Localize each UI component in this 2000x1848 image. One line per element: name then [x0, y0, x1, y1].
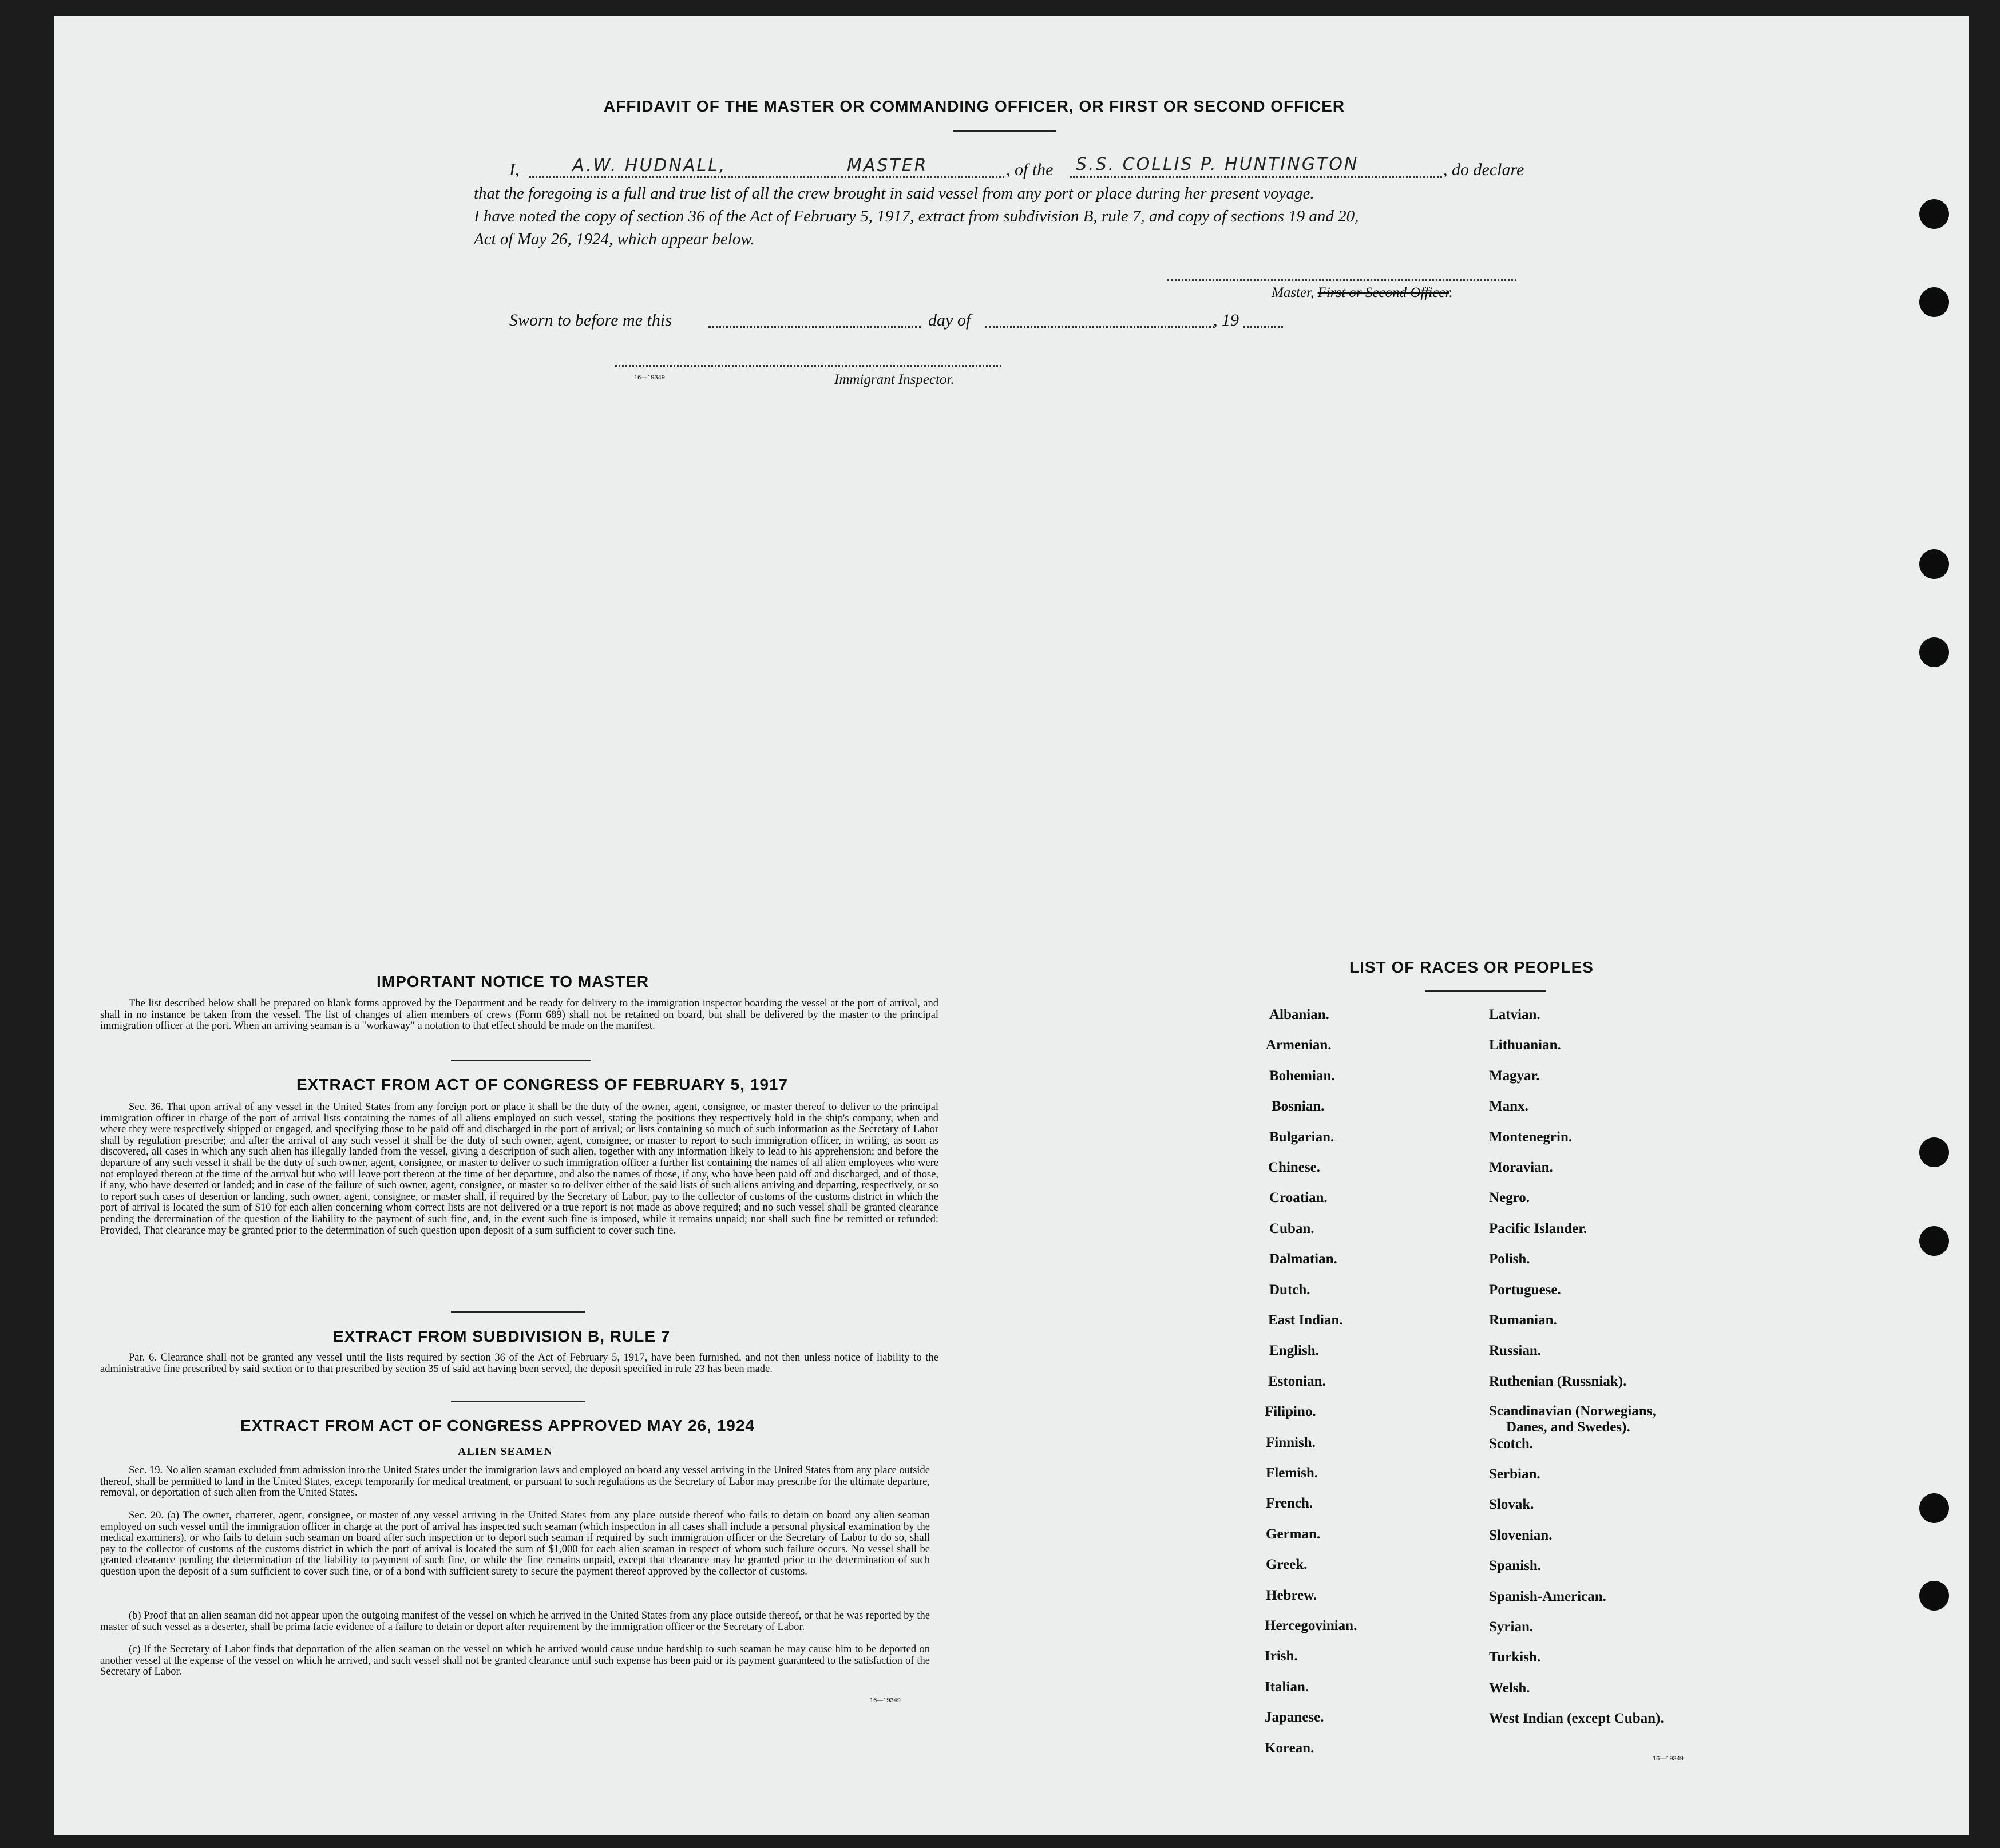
year-label: , 19 [1213, 311, 1239, 330]
punch-hole [1919, 1226, 1949, 1256]
punch-hole [1919, 549, 1949, 579]
race-item: Chinese. [1268, 1160, 1320, 1175]
affidavit-line-3: I have noted the copy of section 36 of the Act of February 5, 1917, extract from subdivision B, rule 7, and copy of sections 19 and 20, [474, 207, 1359, 225]
race-item: Spanish-American. [1489, 1588, 1606, 1604]
affidavit-line-4: Act of May 26, 1924, which appear below. [474, 230, 755, 248]
race-item: Scotch. [1489, 1435, 1534, 1452]
race-item: Hebrew. [1266, 1587, 1317, 1603]
punch-hole [1919, 287, 1949, 317]
master-rank-handwritten: MASTER [847, 156, 928, 176]
race-item: Finnish. [1266, 1434, 1316, 1450]
race-item: Albanian. [1269, 1007, 1329, 1022]
race-item: Russian. [1489, 1343, 1542, 1359]
signature-end: . [1449, 285, 1453, 300]
extract-1917-title: EXTRACT FROM ACT OF CONGRESS OF FEBRUARY 5, 1917 [296, 1076, 789, 1093]
title-divider [953, 130, 1056, 132]
race-item: Croatian. [1269, 1190, 1328, 1206]
race-item: Bosnian. [1272, 1099, 1325, 1115]
race-item: Montenegrin. [1489, 1129, 1573, 1145]
race-item: Japanese. [1265, 1710, 1324, 1726]
race-item: West Indian (except Cuban). [1489, 1711, 1664, 1727]
race-item: Rumanian. [1489, 1312, 1557, 1328]
races-divider [1425, 990, 1546, 992]
do-declare-label: , do declare [1443, 160, 1524, 179]
alien-seamen-subtitle: ALIEN SEAMEN [458, 1445, 553, 1458]
punch-hole [1919, 1137, 1949, 1167]
punch-hole [1919, 637, 1949, 667]
sworn-month-line [985, 326, 1214, 328]
sec-20b-text: (b) Proof that an alien seaman did not appear upon the outgoing manifest of the vessel on which he arrived in the United States from any place outside thereof, or that he was reported by the master of such vessel as a deserter, shall be prima facie evidence of a failure to detain or deport after requirement by the immigration officer or the Secretary of Labor. [100, 1610, 930, 1633]
race-item: Bulgarian. [1269, 1129, 1334, 1145]
race-item: Flemish. [1266, 1465, 1318, 1481]
race-item: German. [1266, 1526, 1321, 1542]
name-field-line [529, 176, 1004, 178]
subdivision-b-title: EXTRACT FROM SUBDIVISION B, RULE 7 [333, 1327, 671, 1345]
extract-1924-title: EXTRACT FROM ACT OF CONGRESS APPROVED MAY 26, 1924 [240, 1417, 755, 1434]
race-item: Polish. [1489, 1251, 1530, 1267]
race-item: Scandinavian (Norwegians, [1489, 1403, 1656, 1419]
of-the-label: , of the [1006, 160, 1054, 179]
race-item: Pacific Islander. [1489, 1220, 1587, 1236]
race-item: Turkish. [1489, 1649, 1541, 1665]
signature-master-label: Master, [1272, 285, 1318, 300]
form-code-1924: 16—19349 [870, 1697, 901, 1704]
race-item: Filipino. [1265, 1404, 1316, 1420]
race-item: East Indian. [1268, 1312, 1343, 1328]
race-item: Dutch. [1269, 1282, 1310, 1298]
inspector-label: Immigrant Inspector. [834, 372, 955, 387]
race-item: Italian. [1265, 1679, 1309, 1695]
race-item: Korean. [1265, 1740, 1314, 1756]
race-item: Welsh. [1489, 1680, 1530, 1696]
signature-caption [1272, 285, 1453, 301]
race-item: Irish. [1265, 1648, 1298, 1664]
vessel-field-line [1070, 176, 1442, 178]
sworn-day-line [708, 326, 921, 328]
punch-hole [1919, 199, 1949, 229]
race-item: Magyar. [1489, 1068, 1540, 1084]
sec-19-text: Sec. 19. No alien seaman excluded from admission into the United States under the immigration laws and employed on board any vessel arriving in the United States from any place outside thereof, shall be permitted to land in the United States, except temporarily for medical treatment, or pursuant to such regulations as the Secretary of Labor may prescribe for the ultimate departure, removal, or deportation of such alien from the United States. [100, 1465, 930, 1499]
race-item: Bohemian. [1269, 1068, 1335, 1084]
race-item: Armenian. [1266, 1037, 1332, 1053]
race-item: Ruthenian (Russniak). [1489, 1373, 1627, 1389]
inspector-signature-line [615, 365, 1001, 367]
race-item: Slovak. [1489, 1497, 1534, 1513]
race-item: Moravian. [1489, 1160, 1553, 1175]
vessel-name-handwritten: S.S. COLLIS P. HUNTINGTON [1076, 154, 1359, 175]
punch-hole [1919, 1581, 1949, 1611]
master-signature-line [1167, 279, 1516, 281]
race-item: Latvian. [1489, 1007, 1540, 1022]
year-line [1243, 326, 1283, 328]
race-item: Manx. [1489, 1099, 1528, 1115]
race-item: Danes, and Swedes). [1506, 1419, 1630, 1435]
extract-1917-divider [451, 1311, 585, 1313]
race-item: Dalmatian. [1269, 1251, 1337, 1267]
signature-struck-officer: First or Second Officer [1317, 285, 1449, 300]
race-item: Greek. [1266, 1557, 1308, 1573]
master-name-handwritten: A.W. HUDNALL, [572, 156, 727, 176]
form-code-races: 16—19349 [1653, 1755, 1684, 1762]
race-item: Cuban. [1269, 1220, 1314, 1236]
punch-hole [1919, 1493, 1949, 1523]
affidavit-title: AFFIDAVIT OF THE MASTER OR COMMANDING OFFICER, OR FIRST OR SECOND OFFICER [604, 97, 1345, 115]
race-item: Lithuanian. [1489, 1037, 1561, 1053]
race-item: French. [1266, 1496, 1313, 1512]
race-item: Spanish. [1489, 1558, 1542, 1574]
sec-20c-text: (c) If the Secretary of Labor finds that deportation of the alien seaman on the vessel on which he arrived would cause undue hardship to such seaman he may cause him to be deported on another vessel at the expense of the vessel on which he arrived, and such vessel shall not be granted clearance until such expense has been paid or its payment guaranteed to the satisfaction of the Secretary of Labor. [100, 1644, 930, 1678]
race-item: Portuguese. [1489, 1282, 1561, 1298]
race-item: Estonian. [1268, 1373, 1326, 1389]
race-item: Slovenian. [1489, 1527, 1553, 1543]
affidavit-i: I, [509, 160, 520, 179]
race-item: Hercegovinian. [1265, 1618, 1357, 1633]
day-of-label: day of [928, 311, 971, 330]
notice-divider [451, 1060, 591, 1061]
race-item: Serbian. [1489, 1466, 1540, 1482]
affidavit-line-2: that the foregoing is a full and true list of all the crew brought in said vessel from any port or place during her present voyage. [474, 184, 1314, 203]
notice-text: The list described below shall be prepared on blank forms approved by the Department and be ready for delivery to the immigration inspector boarding the vessel at the port of arrival, and shall in no instance be taken from the vessel. The list of changes of alien members of crews (Form 689) shall not be retained on board, but shall be delivered by the master to the principal immigration officer at the port. When an arriving seaman is a "workaway" a notation to that effect should be made on the manifest. [100, 998, 938, 1032]
sec-20a-text: Sec. 20. (a) The owner, charterer, agent, consignee, or master of any vessel arriving in the United States from any place outside thereof who fails to detain on board any alien seaman employed on such vessel until the immigration officer in charge at the port of arrival has inspected such seaman (which inspection in all cases shall include a personal physical examination by the medical examiners), or who fails to detain such seaman on board after such inspection or to deport such seaman if required by such immigration officer or the Secretary of Labor to do so, shall pay to the collector of customs of the customs district in which the port of arrival is located the sum of $1,000 for each alien seaman in respect of whom such failure occurs. No vessel shall be granted clearance pending the determination of the liability to payment of such fine, or while the fine remains unpaid, except that clearance may be granted prior to the determination of such question upon the deposit of a sum sufficient to cover such fine, or of a bond with sufficient surety to secure the payment thereof approved by the collector of customs. [100, 1510, 930, 1577]
sworn-label: Sworn to before me this [509, 311, 672, 330]
extract-1917-text: Sec. 36. That upon arrival of any vessel in the United States from any foreign port or place it shall be the duty of the owner, agent, consignee, or master thereof to deliver to the principal immigration officer in charge of the port of arrival lists containing the names of all aliens employed on such vessel, stating the positions they respectively hold in the ship's company, when and where they were respectively shipped or engaged, and specifying those to be paid off and discharged in the port of arrival; or lists containing so much of such information as the Secretary of Labor shall by regulation prescribe; and after the arrival of any such vessel it shall be the duty of such owner, agent, consignee, or master to report to such immigration officer, in writing, as soon as discovered, all cases in which any such alien has illegally landed from the vessel, giving a description of such alien, together with any information likely to lead to his apprehension; and before the departure of any such vessel it shall be the duty of such owner, agent, consignee, or master to deliver to such immigration officer a further list containing the names of all alien employees who were not employed thereon at the time of the arrival but who will leave port thereon at the time of her departure, and also the names of those, if any, who have been paid off and discharged, and of those, if any, who have deserted or landed; and in case of the failure of such owner, agent, consignee, or master so to deliver either of the said lists of such aliens arriving and departing, respectively, or so to report such cases of desertion or landing, such owner, agent, consignee, or master shall, if required by the Secretary of Labor, pay to the collector of customs of the customs district in which the port of arrival is located the sum of $10 for each alien concerning whom correct lists are not delivered or a true report is not made as above required; and no such vessel shall be granted clearance pending the determination of the question of the liability to the payment of such fine, and, in the event such fine is imposed, while it remains unpaid; nor shall such fine be remitted or refunded: Provided, That clearance may be granted prior to the determination of such question upon deposit of a sum sufficient to cover such fine. [100, 1101, 938, 1236]
subdivision-b-divider [451, 1401, 585, 1402]
race-item: Syrian. [1489, 1619, 1534, 1635]
form-code-top: 16—19349 [634, 374, 665, 381]
notice-title: IMPORTANT NOTICE TO MASTER [377, 973, 649, 990]
subdivision-b-text: Par. 6. Clearance shall not be granted any vessel until the lists required by section 36 of the Act of February 5, 1917, have been furnished, and not then unless notice of liability to the administrative fine prescribed by said section or to that prescribed by section 35 of said act having been served, the deposit specified in rule 23 has been made. [100, 1352, 938, 1375]
races-title: LIST OF RACES OR PEOPLES [1349, 958, 1594, 976]
race-item: Negro. [1489, 1190, 1530, 1206]
race-item: English. [1269, 1343, 1319, 1359]
